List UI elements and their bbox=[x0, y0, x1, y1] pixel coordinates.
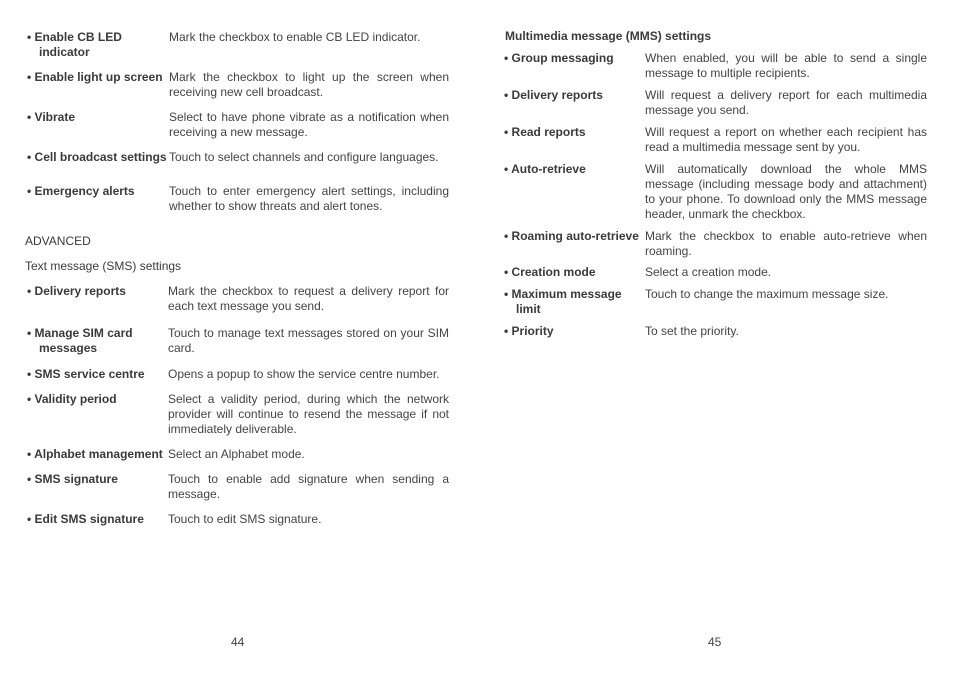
desc-creation-mode: Select a creation mode. bbox=[645, 265, 772, 279]
term-edit-sms-signature: • Edit SMS signature bbox=[27, 512, 144, 526]
advanced-heading: ADVANCED bbox=[25, 234, 91, 248]
term-validity-period: • Validity period bbox=[27, 392, 117, 406]
page-number-right: 45 bbox=[708, 635, 722, 649]
term-enable-cb-led: • Enable CB LED indicator bbox=[27, 30, 122, 59]
term-enable-light-up: • Enable light up screen bbox=[27, 70, 163, 84]
desc-roaming-auto-retrieve: Mark the checkbox to enable auto-retrieve when roaming. bbox=[645, 229, 927, 258]
term-read-reports: • Read reports bbox=[504, 125, 586, 139]
term-mms-delivery-reports: • Delivery reports bbox=[504, 88, 603, 102]
term-maximum-message-limit: • Maximum message limit bbox=[504, 287, 622, 316]
desc-read-reports: Will request a report on whether each recipient has read a multimedia message sent by you. bbox=[645, 125, 927, 154]
desc-priority: To set the priority. bbox=[645, 324, 739, 338]
term-manage-sim: • Manage SIM card messages bbox=[27, 326, 133, 355]
desc-emergency-alerts: Touch to enter emergency alert settings, including whether to show threats and alert tones. bbox=[169, 184, 449, 213]
term-cell-broadcast: • Cell broadcast settings bbox=[27, 150, 167, 164]
desc-vibrate: Select to have phone vibrate as a notification when receiving a new message. bbox=[169, 110, 449, 139]
term-group-messaging: • Group messaging bbox=[504, 51, 614, 65]
desc-cell-broadcast: Touch to select channels and configure languages. bbox=[169, 150, 439, 164]
term-sms-signature: • SMS signature bbox=[27, 472, 118, 486]
term-sms-delivery-reports: • Delivery reports bbox=[27, 284, 126, 298]
desc-group-messaging: When enabled, you will be able to send a single message to multiple recipients. bbox=[645, 51, 927, 80]
term-alphabet-management: • Alphabet management bbox=[27, 447, 163, 461]
term-emergency-alerts: • Emergency alerts bbox=[27, 184, 135, 198]
desc-mms-delivery-reports: Will request a delivery report for each multimedia message you send. bbox=[645, 88, 927, 117]
desc-manage-sim: Touch to manage text messages stored on your SIM card. bbox=[168, 326, 449, 355]
desc-sms-signature: Touch to enable add signature when sending a message. bbox=[168, 472, 449, 501]
term-priority: • Priority bbox=[504, 324, 554, 338]
mms-settings-heading: Multimedia message (MMS) settings bbox=[505, 29, 712, 43]
desc-alphabet-management: Select an Alphabet mode. bbox=[168, 447, 305, 461]
desc-sms-delivery-reports: Mark the checkbox to request a delivery report for each text message you send. bbox=[168, 284, 449, 313]
desc-auto-retrieve: Will automatically download the whole MMS message (including message body and attachment) to your phone. To download only the MMS message header, unmark the checkbox. bbox=[645, 162, 927, 221]
desc-maximum-message-limit: Touch to change the maximum message size. bbox=[645, 287, 889, 301]
term-vibrate: • Vibrate bbox=[27, 110, 75, 124]
term-roaming-auto-retrieve: • Roaming auto-retrieve bbox=[504, 229, 639, 243]
desc-edit-sms-signature: Touch to edit SMS signature. bbox=[168, 512, 322, 526]
term-creation-mode: • Creation mode bbox=[504, 265, 596, 279]
desc-enable-light-up: Mark the checkbox to light up the screen when receiving new cell broadcast. bbox=[169, 70, 449, 99]
desc-enable-cb-led: Mark the checkbox to enable CB LED indicator. bbox=[169, 30, 421, 44]
page-number-left: 44 bbox=[231, 635, 245, 649]
right-page bbox=[477, 0, 954, 678]
desc-validity-period: Select a validity period, during which the network provider will continue to resend the message if not immediately deliverable. bbox=[168, 392, 449, 436]
term-sms-service-centre: • SMS service centre bbox=[27, 367, 145, 381]
desc-sms-service-centre: Opens a popup to show the service centre number. bbox=[168, 367, 440, 381]
sms-settings-heading: Text message (SMS) settings bbox=[25, 259, 182, 273]
term-auto-retrieve: • Auto-retrieve bbox=[504, 162, 586, 176]
